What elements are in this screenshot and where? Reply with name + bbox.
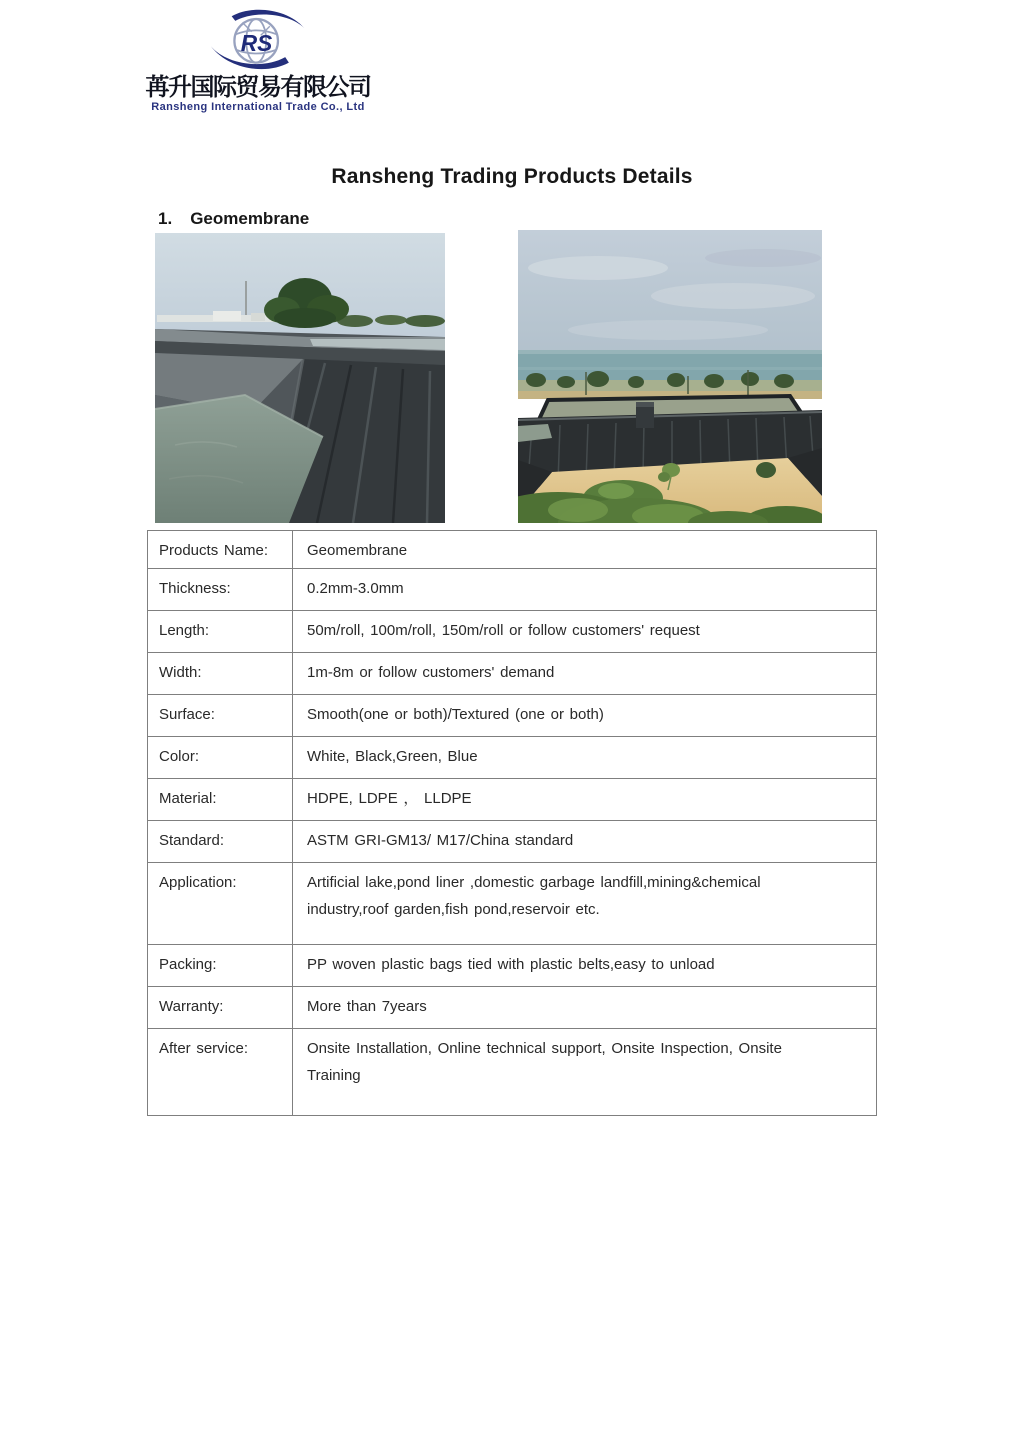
spec-value: Geomembrane [307, 542, 408, 559]
spec-row [148, 569, 876, 611]
svg-text:RS: RS [240, 29, 273, 56]
spec-row [148, 611, 876, 653]
spec-label: Material: [148, 779, 293, 820]
spec-label: Thickness: [148, 569, 293, 610]
spec-label: Products Name: [148, 531, 293, 568]
page-title: Ransheng Trading Products Details [331, 165, 693, 188]
spec-value: 1m-8m or follow customers' demand [307, 664, 555, 682]
spec-row [148, 531, 876, 569]
spec-value: 50m/roll, 100m/roll, 150m/roll or follow customers' request [307, 622, 700, 640]
spec-label: Warranty: [148, 987, 293, 1028]
spec-value: Onsite Installation, Online technical support, Onsite Inspection, Onsite Training [307, 1040, 782, 1084]
spec-row [148, 695, 876, 737]
spec-value: PP woven plastic bags tied with plastic belts,easy to unload [307, 956, 715, 974]
spec-label: After service: [148, 1029, 293, 1115]
product-spec-table [147, 530, 877, 1116]
spec-value: White, Black,Green, Blue [307, 748, 478, 766]
spec-row [148, 821, 876, 863]
spec-value: ASTM GRI-GM13/ M17/China standard [307, 832, 574, 850]
spec-value: Artificial lake,pond liner ,domestic garbage landfill,mining&chemical industry,roof garden,fish pond,reservoir etc. [307, 874, 761, 918]
section-number: 1. [158, 209, 173, 228]
spec-value: Smooth(one or both)/Textured (one or both) [307, 706, 604, 724]
spec-label: Standard: [148, 821, 293, 862]
company-name-chinese: 苒升国际贸易有限公司 [145, 73, 371, 101]
company-logo [140, 4, 376, 113]
spec-value: More than 7years [307, 998, 427, 1016]
spec-value: HDPE, LDPE ， LLDPE [307, 790, 472, 808]
geomembrane-photo-sand-pond [518, 230, 822, 523]
spec-label: Width: [148, 653, 293, 694]
spec-row [148, 779, 876, 821]
spec-label: Application: [148, 863, 293, 944]
spec-label: Color: [148, 737, 293, 778]
spec-row [148, 1029, 876, 1115]
section-label: Geomembrane [190, 209, 310, 228]
globe-swoosh-icon [140, 4, 376, 74]
spec-row [148, 987, 876, 1029]
geomembrane-photo-reservoir-corner [155, 233, 445, 523]
spec-label: Surface: [148, 695, 293, 736]
spec-row [148, 653, 876, 695]
spec-row [148, 737, 876, 779]
spec-label: Length: [148, 611, 293, 652]
section-heading [158, 209, 309, 229]
spec-label: Packing: [148, 945, 293, 986]
spec-row [148, 945, 876, 987]
spec-row [148, 863, 876, 945]
spec-value: 0.2mm-3.0mm [307, 580, 404, 598]
company-name-english: Ransheng International Trade Co., Ltd [151, 101, 365, 114]
